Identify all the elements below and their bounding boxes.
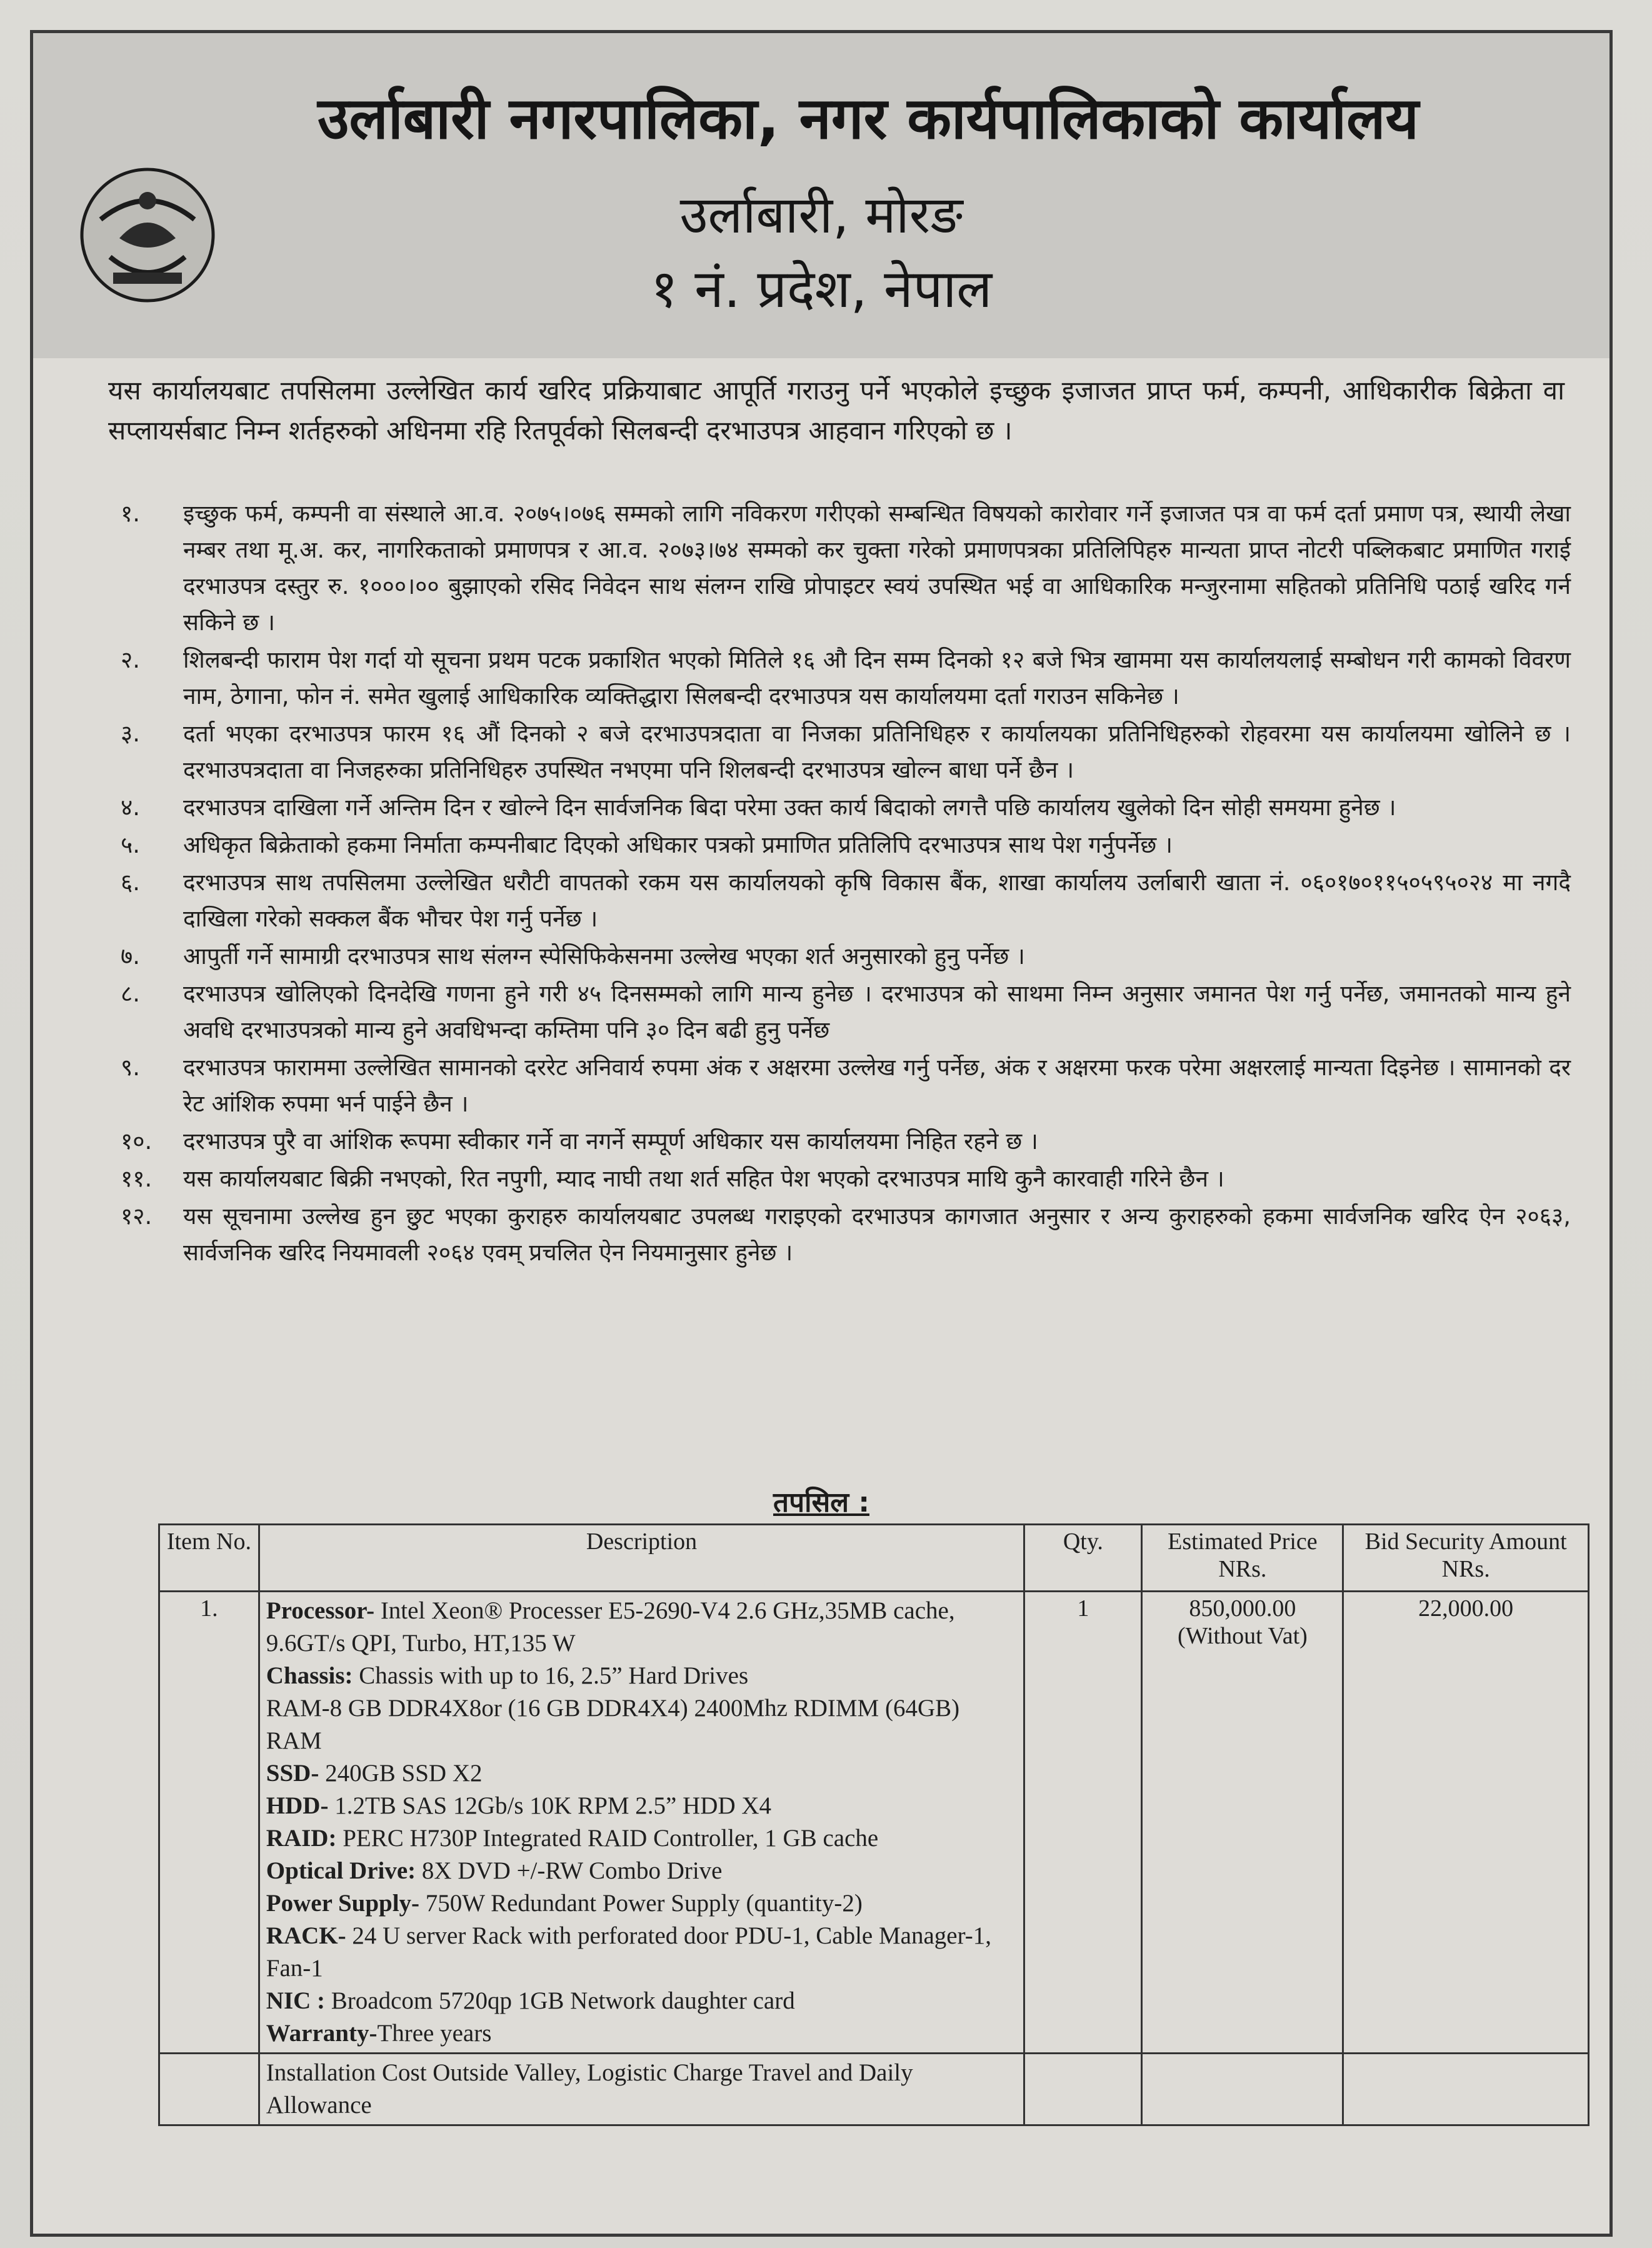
item-estimated-price [1142, 1592, 1343, 2054]
spec-value: Three years [377, 2020, 492, 2047]
condition-text: दरभाउपत्र खोलिएको दिनदेखि गणना हुने गरी ४५ दिनसम्मको लागि मान्य हुनेछ । दरभाउपत्र को साथमा निम्न अनुसार जमानत पेश गर्नु पर्नेछ, जमानतको मान्य हुने अवधि दरभाउपत्रको मान्य हुने अवधिभन्दा कम्तिमा पनि ३० दिन बढी हुनु पर्नेछ [183, 980, 1571, 1043]
spec-line [266, 1822, 1017, 1855]
condition-text: शिलबन्दी फाराम पेश गर्दा यो सूचना प्रथम पटक प्रकाशित भएको मितिले १६ औ दिन सम्म दिनको १२ बजे भित्र खाममा यस कार्यालयलाई सम्बोधन गरी कामको विवरण नाम, ठेगाना, फोन नं. समेत खुलाई आधिकारिक व्यक्तिद्धारा सिलबन्दी दरभाउपत्र यस कार्यालयमा दर्ता गराउन सकिनेछ । [183, 646, 1571, 710]
condition-item [121, 496, 1571, 641]
condition-item [121, 790, 1571, 826]
spec-value: 750W Redundant Power Supply (quantity-2) [419, 1890, 863, 1917]
office-location: उर्लाबारी, मोरङ [679, 186, 963, 245]
header-description: Description [259, 1525, 1024, 1592]
spec-line [266, 2017, 1017, 2050]
header-item-no: Item No. [159, 1525, 259, 1592]
item-bid-security: 22,000.00 [1343, 1592, 1589, 2054]
header-estimated-price: Estimated Price NRs. [1142, 1525, 1343, 1592]
spec-line [266, 1790, 1017, 1822]
condition-number: ४. [121, 794, 141, 821]
spec-label: RAID: [266, 1825, 337, 1852]
condition-item [121, 1050, 1571, 1122]
condition-number: १०. [121, 1128, 153, 1155]
condition-number: ३. [121, 720, 141, 747]
condition-number: १. [121, 500, 141, 527]
empty-cell [1024, 2054, 1142, 2125]
spec-value: 240GB SSD X2 [319, 1760, 483, 1787]
intro-paragraph: यस कार्यालयबाट तपसिलमा उल्लेखित कार्य खरिद प्रक्रियाबाट आपूर्ति गराउनु पर्ने भएकोले इच्छुक इजाजत प्राप्त फर्म, कम्पनी, आधिकारीक बिक्रेता वा सप्लायर्सबाट निम्न शर्तहरुको अधिनमा रहि रितपूर्वको सिलबन्दी दरभाउपत्र आहवान गरिएको छ । [108, 375, 1564, 446]
empty-cell [1343, 2054, 1589, 2125]
estimated-price-value: 850,000.00 [1189, 1595, 1296, 1622]
spec-line [266, 1887, 1017, 1920]
condition-text: दरभाउपत्र दाखिला गर्ने अन्तिम दिन र खोल्ने दिन सार्वजनिक बिदा परेमा उक्त कार्य बिदाको लगत्तै पछि कार्यालय खुलेको दिन सोही समयमा हुनेछ । [183, 794, 1396, 821]
spec-line [266, 1595, 1017, 1660]
condition-item [121, 938, 1571, 975]
condition-number: ११. [121, 1165, 153, 1192]
estimated-price-note: (Without Vat) [1177, 1623, 1308, 1649]
spec-label: Power Supply- [266, 1890, 420, 1917]
table-row [159, 2054, 1589, 2125]
condition-item [121, 1123, 1571, 1160]
condition-number: ८. [121, 980, 141, 1007]
spec-label: NIC : [266, 1987, 326, 2014]
condition-number: ७. [121, 943, 141, 970]
spec-line [266, 1855, 1017, 1887]
condition-number: ९. [121, 1054, 141, 1081]
condition-text: आपुर्ती गर्ने सामाग्री दरभाउपत्र साथ संलग्न स्पेसिफिकेसनमा उल्लेख भएका शर्त अनुसारको हुनु पर्नेछ । [183, 943, 1025, 970]
header-bid-security: Bid Security Amount NRs. [1343, 1525, 1589, 1592]
header-qty: Qty. [1024, 1525, 1142, 1592]
spec-label: Optical Drive: [266, 1857, 416, 1884]
condition-text: यस कार्यालयबाट बिक्री नभएको, रित नपुगी, म्याद नाघी तथा शर्त सहित पेश भएको दरभाउपत्र माथि कुनै कारवाही गरिने छैन । [183, 1165, 1224, 1192]
spec-value: 1.2TB SAS 12Gb/s 10K RPM 2.5” HDD X4 [328, 1792, 772, 1819]
office-province: १ नं. प्रदेश, नेपाल [650, 258, 993, 319]
condition-number: ६. [121, 869, 141, 896]
condition-number: २. [121, 646, 141, 673]
spec-line [266, 1985, 1017, 2017]
extra-charges: Installation Cost Outside Valley, Logistic Charge Travel and Daily Allowance [259, 2054, 1024, 2125]
spec-label: Processor- [266, 1597, 375, 1624]
spec-line [266, 1692, 1017, 1757]
condition-text: यस सूचनामा उल्लेख हुन छुट भएका कुराहरु कार्यालयबाट उपलब्ध गराइएको दरभाउपत्र कागजात अनुसार र अन्य कुराहरुको हकमा सार्वजनिक खरिद ऐन २०६३, सार्वजनिक खरिद नियमावली २०६४ एवम् प्रचलित ऐन नियमानुसार हुनेछ । [183, 1203, 1571, 1266]
condition-text: दरभाउपत्र पुरै वा आंशिक रूपमा स्वीकार गर्ने वा नगर्ने सम्पूर्ण अधिकार यस कार्यालयमा निहित रहने छ । [183, 1128, 1038, 1155]
condition-item [121, 865, 1571, 937]
spec-label: Chassis: [266, 1662, 353, 1689]
spec-value: 8X DVD +/-RW Combo Drive [416, 1857, 723, 1884]
conditions-list [121, 496, 1571, 1272]
spec-label: Warranty- [266, 2020, 378, 2047]
tender-notice [30, 30, 1613, 2237]
condition-text: इच्छुक फर्म, कम्पनी वा संस्थाले आ.व. २०७५।०७६ सम्मको लागि नविकरण गरीएको सम्बन्धित विषयको कारोवार गर्ने इजाजत पत्र वा फर्म दर्ता प्रमाण पत्र, स्थायी लेखा नम्बर तथा मू.अ. कर, नागरिकताको प्रमाणपत्र र आ.व. २०७३।७४ सम्मको कर चुक्ता गरेको प्रमाणपत्रका प्रतिलिपिहरु मान्यता प्राप्त नोटरी पब्लिकबाट प्रमाणित गराई दरभाउपत्र दस्तुर रु. १०००।०० बुझाएको रसिद निवेदन साथ संलग्न राखि प्रोपाइटर स्वयं उपस्थित भई वा आधिकारिक मन्जुरनामा सहितको प्रतिनिधि पठाई खरिद गर्न सकिने छ । [183, 500, 1571, 636]
empty-cell [1142, 2054, 1343, 2125]
condition-item [121, 716, 1571, 788]
condition-item [121, 827, 1571, 863]
spec-value: 24 U server Rack with perforated door PDU-1, Cable Manager-1, Fan-1 [266, 1922, 992, 1982]
spec-label: RACK- [266, 1922, 346, 1949]
condition-item [121, 642, 1571, 715]
table-header-row [159, 1525, 1589, 1592]
condition-text: अधिकृत बिक्रेताको हकमा निर्माता कम्पनीबाट दिएको अधिकार पत्रको प्रमाणित प्रतिलिपि दरभाउपत्र साथ पेश गर्नुपर्नेछ । [183, 831, 1173, 858]
spec-line [266, 1920, 1017, 1985]
spec-line [266, 1757, 1017, 1790]
condition-text: दर्ता भएका दरभाउपत्र फारम १६ औं दिनको २ बजे दरभाउपत्रदाता वा निजका प्रतिनिधिहरु र कार्यालयका प्रतिनिधिहरुको रोहवरमा यस कार्यालयमा खोलिने छ । दरभाउपत्रदाता वा निजहरुका प्रतिनिधिहरु उपस्थित नभएमा पनि शिलबन्दी दरभाउपत्र खोल्न बाधा पर्ने छैन । [183, 720, 1571, 783]
schedule-heading: तपसिल : [773, 1487, 869, 1518]
spec-value: RAM-8 GB DDR4X8or (16 GB DDR4X4) 2400Mhz RDIMM (64GB) RAM [266, 1695, 960, 1754]
condition-item [121, 1198, 1571, 1271]
condition-text: दरभाउपत्र साथ तपसिलमा उल्लेखित धरौटी वापतको रकम यस कार्यालयको कृषि विकास बैंक, शाखा कार्यालय उर्लाबारी खाता नं. ०६०१७०११५०५९५०२४ मा नगदै दाखिला गरेको सक्कल बैंक भौचर पेश गर्नु पर्नेछ । [183, 869, 1571, 932]
condition-item [121, 1161, 1571, 1197]
condition-number: ५. [121, 831, 141, 858]
schedule-table [158, 1523, 1589, 2126]
spec-value: PERC H730P Integrated RAID Controller, 1 GB cache [336, 1825, 879, 1852]
spec-value: Broadcom 5720qp 1GB Network daughter card [325, 1987, 795, 2014]
item-qty: 1 [1024, 1592, 1142, 2054]
table-row [159, 1592, 1589, 2054]
item-number: 1. [159, 1592, 259, 2054]
spec-value: Intel Xeon® Processer E5-2690-V4 2.6 GHz,35MB cache, 9.6GT/s QPI, Turbo, HT,135 W [266, 1597, 955, 1657]
spec-label: HDD- [266, 1792, 329, 1819]
empty-cell [159, 2054, 259, 2125]
office-title: उर्लाबारी नगरपालिका, नगर कार्यपालिकाको कार्यालय [318, 85, 1419, 152]
condition-number: १२. [121, 1203, 153, 1230]
item-description [259, 1592, 1024, 2054]
condition-text: दरभाउपत्र फाराममा उल्लेखित सामानको दररेट अनिवार्य रुपमा अंक र अक्षरमा उल्लेख गर्नु पर्नेछ, अंक र अक्षरमा फरक परेमा अक्षरलाई मान्यता दिइनेछ । सामानको दर रेट आंशिक रुपमा भर्न पाईने छैन । [183, 1054, 1571, 1117]
condition-item [121, 976, 1571, 1048]
spec-line [266, 1660, 1017, 1692]
spec-value: Chassis with up to 16, 2.5” Hard Drives [353, 1662, 749, 1689]
spec-label: SSD- [266, 1760, 319, 1787]
